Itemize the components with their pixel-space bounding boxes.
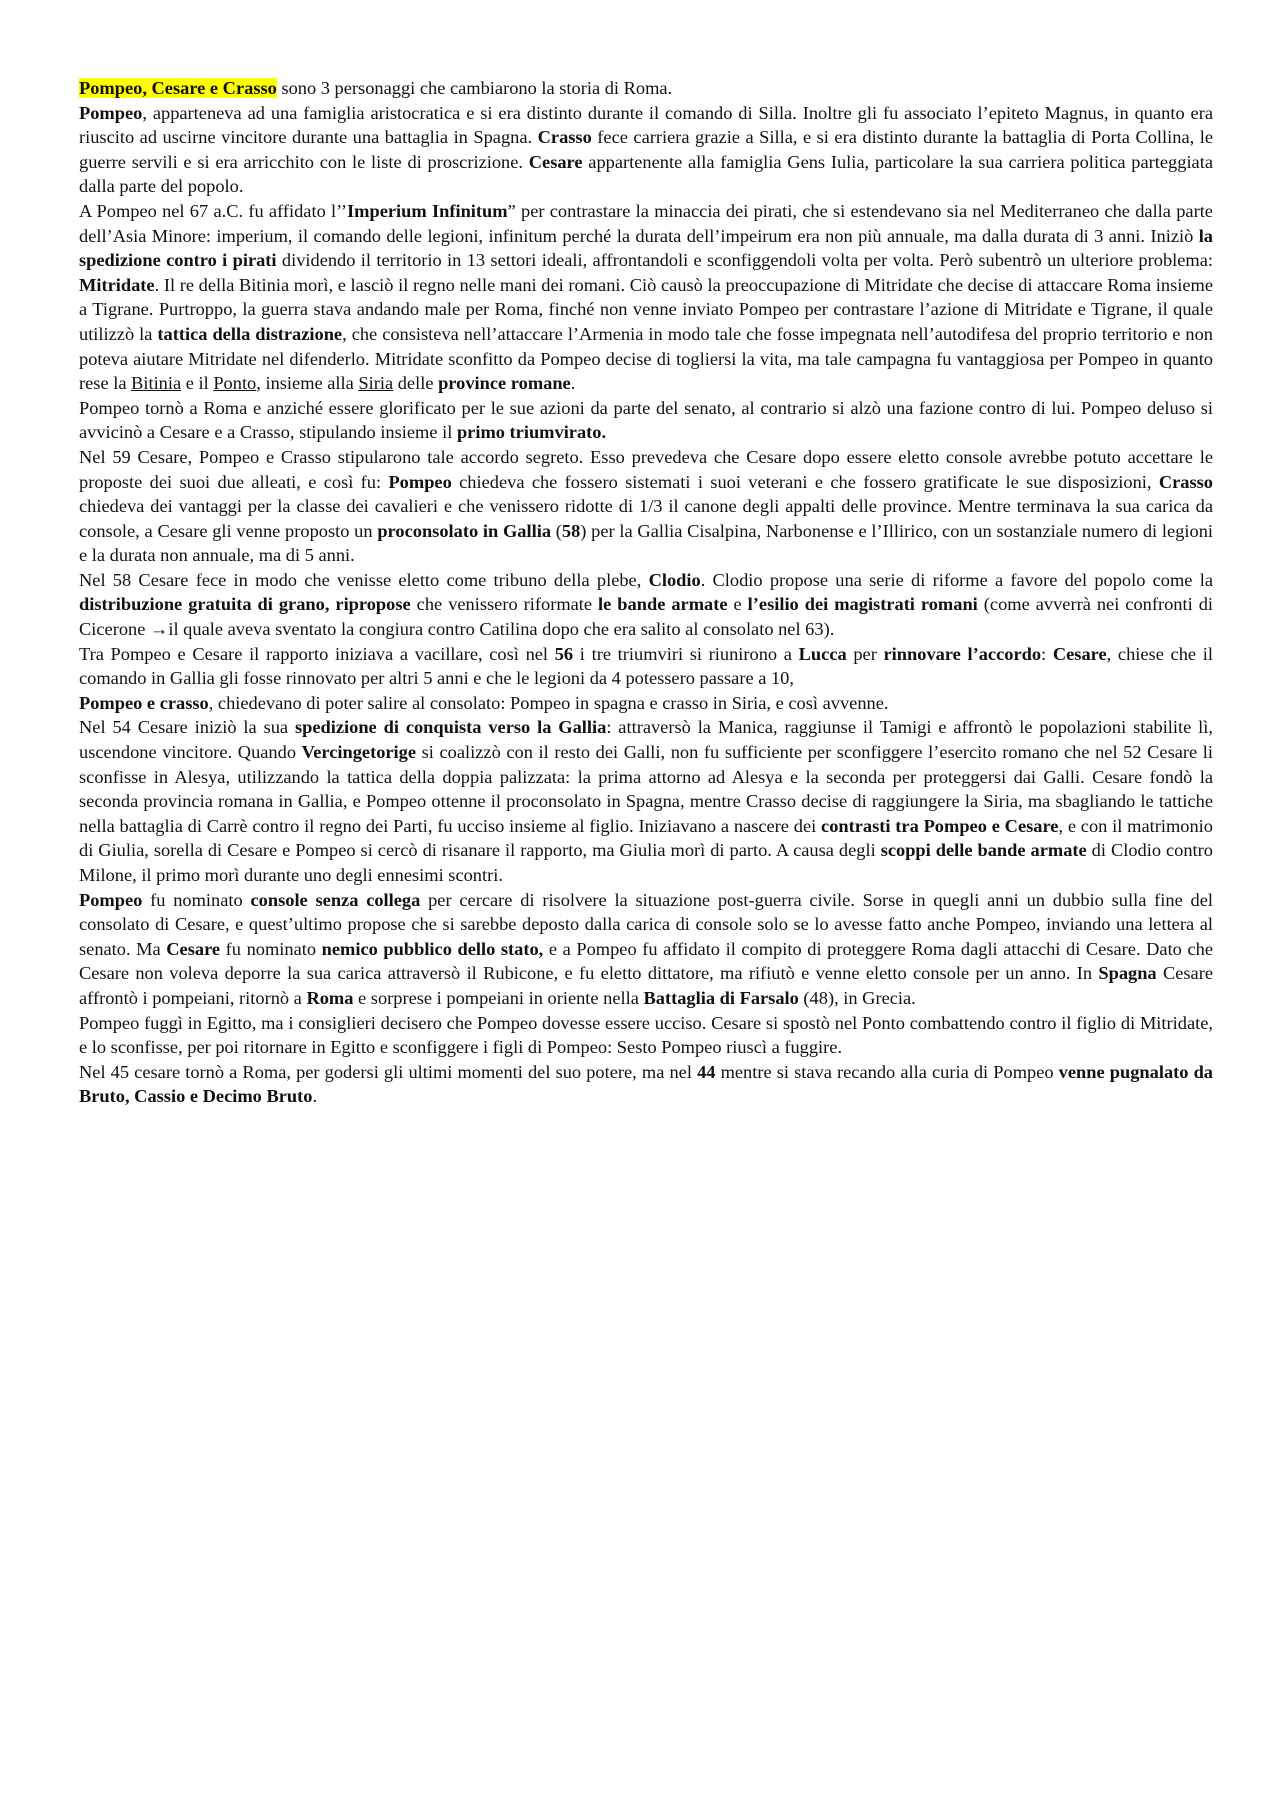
bold-text: nemico pubblico dello stato, bbox=[321, 938, 544, 959]
bold-text: Spagna bbox=[1098, 963, 1157, 984]
text-run: Nel 58 Cesare fece in modo che venisse eletto come tribuno della plebe, bbox=[79, 569, 649, 590]
underlined-text: Siria bbox=[358, 373, 394, 394]
bold-text: spedizione di conquista verso la Gallia bbox=[294, 717, 607, 738]
paragraph bbox=[79, 642, 1213, 691]
paragraph bbox=[79, 888, 1213, 1011]
bold-text: la spedizione contro i pirati bbox=[79, 225, 1213, 271]
text-run: Cesare affrontò i pompeiani, ritornò a bbox=[79, 963, 1214, 1008]
paragraph bbox=[79, 568, 1213, 642]
document-page bbox=[79, 76, 1213, 1109]
bold-text: 44 bbox=[697, 1061, 716, 1082]
paragraph bbox=[79, 199, 1213, 396]
paragraph bbox=[79, 715, 1213, 887]
text-run: , che consisteva nell’attaccare l’Armenia in modo tale che fosse impegnata nell’autodifesa del proprio territorio e non poteva aiutare Mitridate nel difenderlo. Mitridate sconfitto da Pompeo decise di togliersi la vita, ma tale campagna fu vantaggiosa per Pompeo in quanto rese la bbox=[79, 323, 1213, 394]
bold-text: le bande armate bbox=[598, 594, 728, 615]
bold-text: Battaglia di Farsalo bbox=[643, 987, 799, 1008]
paragraph bbox=[79, 1060, 1213, 1109]
paragraph bbox=[79, 1011, 1213, 1060]
bold-text: Pompeo e crasso bbox=[79, 692, 209, 713]
text-run: A Pompeo nel 67 a.C. fu affidato l’’ bbox=[79, 200, 348, 221]
text-run: Nel 54 Cesare iniziò la sua bbox=[79, 717, 295, 738]
bold-text: Cesare bbox=[528, 151, 583, 172]
text-run: e a Pompeo fu affidato il compito di proteggere Roma dagli attacchi di Cesare. Dato che Cesare non voleva deporre la sua carica attraversò il Rubicone, e fu eletto dittatore, ma rifiutò e venne eletto console per un anno. In bbox=[79, 938, 1213, 984]
text-run: e sorprese i pompeiani in oriente nella bbox=[353, 987, 644, 1008]
text-run: , e con il matrimonio di Giulia, sorella di Cesare e Pompeo si cercò di risanare il rapporto, ma Giulia morì di parto. A causa degli bbox=[79, 815, 1213, 861]
bold-text: Pompeo bbox=[388, 471, 452, 492]
text-run: , chiese che il comando in Gallia gli fosse rinnovato per altri 5 anni e che le legioni da 4 potessero passare a 10, bbox=[79, 643, 1213, 689]
bold-text: distribuzione gratuita di grano, ripropose bbox=[79, 594, 411, 615]
text-run: ( bbox=[551, 520, 562, 541]
text-run: . Clodio propose una serie di riforme a favore del popolo come la bbox=[700, 569, 1213, 590]
text-run: che venissero riformate bbox=[410, 594, 599, 615]
bold-text: 58 bbox=[561, 520, 581, 541]
text-run: fece carriera grazie a Silla, e si era distinto durante la battaglia di Porta Collina, le guerre servili e si era arricchito con le liste di proscrizione. bbox=[79, 127, 1213, 172]
bold-text: Cesare bbox=[166, 938, 221, 959]
text-run: i tre triumviri si riunirono a bbox=[573, 643, 799, 664]
text-run: per bbox=[846, 643, 884, 664]
underlined-text: Bitinia bbox=[131, 373, 182, 394]
bold-text: primo triumvirato. bbox=[456, 422, 607, 443]
text-run: : bbox=[1041, 643, 1053, 664]
paragraph bbox=[79, 76, 1213, 101]
paragraph bbox=[79, 396, 1213, 445]
text-run: (48), in Grecia. bbox=[798, 987, 916, 1008]
text-run: chiedeva dei vantaggi per la classe dei cavalieri e che venissero ridotte di 1/3 il canone degli appalti delle province. Mentre terminava la sua carica da console, a Cesare gli venne proposto un bbox=[79, 496, 1213, 541]
text-run: . bbox=[570, 373, 576, 394]
text-run: Pompeo tornò a Roma e anziché essere glorificato per le sue azioni da parte del senato, al contrario si alzò una fazione contro di lui. Pompeo deluso si avvicinò a Cesare e a Crasso, stipulando insieme il bbox=[79, 397, 1213, 443]
bold-text: scoppi delle bande armate bbox=[880, 840, 1087, 861]
text-run: (come avverrà nei confronti di Cicerone →il quale aveva sventato la congiura contro Catilina dopo che era salito al consolato nel 63). bbox=[79, 594, 1214, 640]
text-run: : attraversò la Manica, raggiunse il Tamigi e affrontò le popolazioni stabilite lì, uscendone vincitore. Quando bbox=[79, 717, 1213, 763]
text-run: , insieme alla bbox=[256, 373, 359, 394]
bold-text: Vercingetorige bbox=[301, 742, 417, 763]
paragraph bbox=[79, 445, 1213, 568]
text-run: si coalizzò con il resto dei Galli, non fu sufficiente per sconfiggere l’esercito romano che nel 52 Cesare li sconfisse in Alesya, utilizzando la tattica della doppia palizzata: la prima attorno ad Alesya e la seconda per proteggersi dai Galli. Cesare fondò la seconda provincia romana in Gallia, e Pompeo ottenne il proconsolato in Spagna, mentre Crasso decise di raggiungere la Siria, ma sbagliando le tattiche nella battaglia di Carrè contro il regno dei Parti, fu ucciso insieme al figlio. Iniziavano a nascere dei bbox=[79, 742, 1214, 836]
text-run: appartenente alla famiglia Gens Iulia, particolare la sua carriera politica parteggiata dalla parte del popolo. bbox=[79, 151, 1213, 197]
text-run: Tra Pompeo e Cesare il rapporto iniziava a vacillare, così nel bbox=[79, 643, 555, 664]
bold-text: proconsolato in Gallia bbox=[377, 520, 552, 541]
text-run: . Il re della Bitinia morì, e lasciò il regno nelle mani dei romani. Ciò causò la preoccupazione di Mitridate che decise di attaccare Roma insieme a Tigrane. Purtroppo, la guerra stava andando male per Roma, finché non venne inviato Pompeo per contrastare l’azione di Mitridate e Tigrane, il quale utilizzò la bbox=[79, 274, 1213, 344]
bold-text: Roma bbox=[306, 987, 354, 1008]
highlighted-text: Pompeo, Cesare e Crasso bbox=[79, 78, 277, 98]
text-run: Nel 45 cesare tornò a Roma, per godersi gli ultimi momenti del suo potere, ma nel bbox=[79, 1061, 698, 1082]
bold-text: console senza collega bbox=[250, 889, 421, 910]
paragraph bbox=[79, 691, 1213, 716]
text-run: delle bbox=[393, 373, 439, 394]
bold-text: Imperium Infinitum bbox=[347, 200, 508, 221]
text-run: ) per la Gallia Cisalpina, Narbonense e l’Illirico, con un sostanziale numero di legioni e la durata non annuale, ma di 5 anni. bbox=[79, 520, 1213, 566]
text-run: dividendo il territorio in 13 settori ideali, affrontandoli e sconfiggendoli volta per volta. Però subentrò un ulteriore problema: bbox=[276, 250, 1213, 271]
bold-text: Clodio bbox=[648, 569, 701, 590]
bold-text: Cesare bbox=[1052, 643, 1107, 664]
bold-text: province romane bbox=[438, 373, 571, 394]
bold-text: Crasso bbox=[537, 127, 592, 148]
bold-text: Pompeo bbox=[79, 889, 143, 910]
text-run: ” per contrastare la minaccia dei pirati, che si estendevano sia nel Mediterraneo che dalla parte dell’Asia Minore: imperium, il comando delle legioni, infinitum perché la durata dell’impeirum era non più annuale, ma dalla durata di 3 anni. Iniziò bbox=[79, 200, 1213, 246]
underlined-text: Ponto bbox=[213, 373, 257, 394]
text-run: fu nominato bbox=[220, 938, 322, 959]
text-run: sono 3 personaggi che cambiarono la storia di Roma. bbox=[276, 78, 673, 98]
bold-text: Mitridate bbox=[79, 274, 155, 295]
bold-text: Pompeo bbox=[79, 102, 143, 123]
paragraph bbox=[79, 101, 1213, 199]
text-run: Pompeo fuggì in Egitto, ma i consiglieri decisero che Pompeo dovesse essere ucciso. Cesare si spostò nel Ponto combattendo contro il figlio di Mitridate, e lo sconfisse, per poi ritornare in Egitto e sconfiggere i figli di Pompeo: Sesto Pompeo riuscì a fuggire. bbox=[79, 1012, 1213, 1058]
bold-text: contrasti tra Pompeo e Cesare bbox=[821, 815, 1059, 836]
bold-text: tattica della distrazione bbox=[157, 323, 343, 344]
text-run: e bbox=[727, 594, 748, 615]
text-run: per cercare di risolvere la situazione post-guerra civile. Sorse in quegli anni un dubbio sulla fine del consolato di Cesare, e quest’ultimo propose che si sarebbe deposto dalla carica di console solo se lo avesse fatto anche Pompeo, inviando una lettera al senato. Ma bbox=[79, 889, 1213, 959]
text-run: di Clodio contro Milone, il primo morì durante uno degli ennesimi scontri. bbox=[79, 840, 1213, 885]
text-run: fu nominato bbox=[142, 889, 251, 910]
text-run: , chiedevano di poter salire al consolato: Pompeo in spagna e crasso in Siria, e così avvenne. bbox=[208, 692, 889, 713]
bold-text: 56 bbox=[554, 643, 574, 664]
text-run: . bbox=[312, 1086, 318, 1107]
bold-text: l’esilio dei magistrati romani bbox=[747, 594, 978, 615]
text-run: chiedeva che fossero sistemati i suoi veterani e che fossero gratificate le sue disposizioni, bbox=[451, 471, 1159, 492]
bold-text: Lucca bbox=[798, 643, 847, 664]
text-run: Nel 59 Cesare, Pompeo e Crasso stipularono tale accordo segreto. Esso prevedeva che Cesare dopo essere eletto console avrebbe potuto accettare le proposte dei suoi due alleati, e così fu: bbox=[79, 446, 1213, 492]
bold-text: rinnovare l’accordo bbox=[883, 643, 1042, 664]
text-run: mentre si stava recando alla curia di Pompeo bbox=[715, 1061, 1059, 1082]
bold-text: venne pugnalato da Bruto, Cassio e Decimo Bruto bbox=[79, 1061, 1213, 1107]
text-run: , apparteneva ad una famiglia aristocratica e si era distinto durante il comando di Silla. Inoltre gli fu associato l’epiteto Magnus, in quanto era riuscito ad uscirne vincitore durante una battaglia in Spagna. bbox=[79, 102, 1213, 148]
bold-text: Crasso bbox=[1158, 471, 1213, 492]
text-run: e il bbox=[181, 373, 214, 394]
